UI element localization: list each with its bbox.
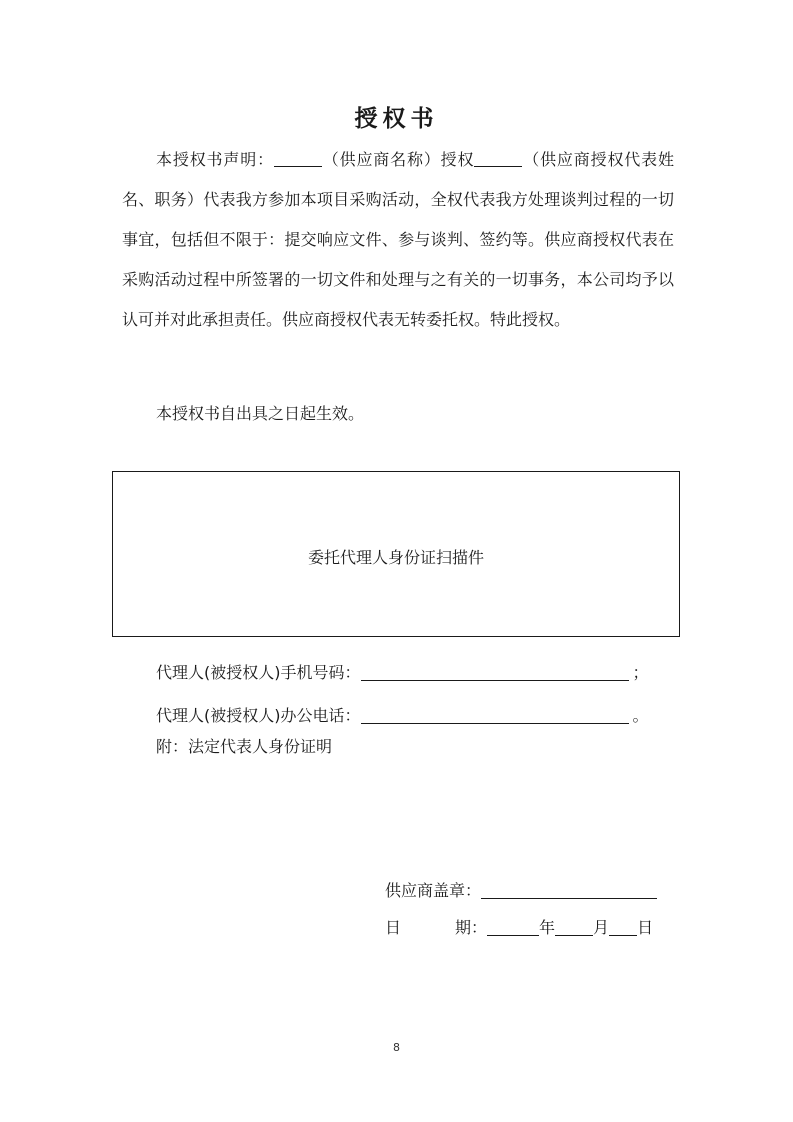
day-label: 日 xyxy=(637,918,654,937)
id-card-scan-box xyxy=(112,471,680,637)
representative-name-blank xyxy=(474,150,522,167)
agent-office-phone-line xyxy=(361,705,629,724)
date-label-period-char: 期： xyxy=(455,918,488,937)
supplier-name-blank xyxy=(274,150,322,167)
agent-office-phone-end: 。 xyxy=(632,706,649,725)
date-row xyxy=(385,915,653,941)
agent-office-phone-label: 代理人(被授权人)办公电话： xyxy=(156,706,361,725)
authorization-body-text: （供应商授权代表姓名、职务）代表我方参加本项目采购活动，全权代表我方处理谈判过程的一切事宜，包括但不限于：提交响应文件、参与谈判、签约等。供应商授权代表在采购活动过程中所签署的一切文件和处理与之有关的一切事务，本公司均予以认可并对此承担责任。供应商授权代表无转委托权。特此授权。 xyxy=(122,150,674,329)
authorization-paragraph xyxy=(122,140,674,340)
date-label-day-char: 日 xyxy=(385,918,402,937)
year-label: 年 xyxy=(539,918,556,937)
agent-office-phone-row xyxy=(156,703,649,729)
year-line xyxy=(487,917,539,936)
id-card-scan-label: 委托代理人身份证扫描件 xyxy=(307,548,484,567)
month-line xyxy=(555,917,593,936)
agent-phone-label: 代理人(被授权人)手机号码： xyxy=(156,663,361,682)
agent-phone-end: ； xyxy=(632,663,649,682)
agent-phone-row xyxy=(156,660,649,686)
day-line xyxy=(609,917,637,936)
declaration-text: 本授权书声明： xyxy=(156,150,274,169)
supplier-seal-row xyxy=(385,878,657,904)
page-number: 8 xyxy=(393,1041,400,1054)
supplier-seal-label: 供应商盖章： xyxy=(385,881,482,900)
month-label: 月 xyxy=(593,918,610,937)
document-title: 授权书 xyxy=(354,105,439,132)
supplier-seal-line xyxy=(481,880,657,899)
agent-phone-line xyxy=(361,662,629,681)
supplier-name-text: （供应商名称）授权 xyxy=(321,150,475,169)
attachment-note: 附：法定代表人身份证明 xyxy=(156,737,333,756)
effective-paragraph: 本授权书自出具之日起生效。 xyxy=(156,404,365,423)
